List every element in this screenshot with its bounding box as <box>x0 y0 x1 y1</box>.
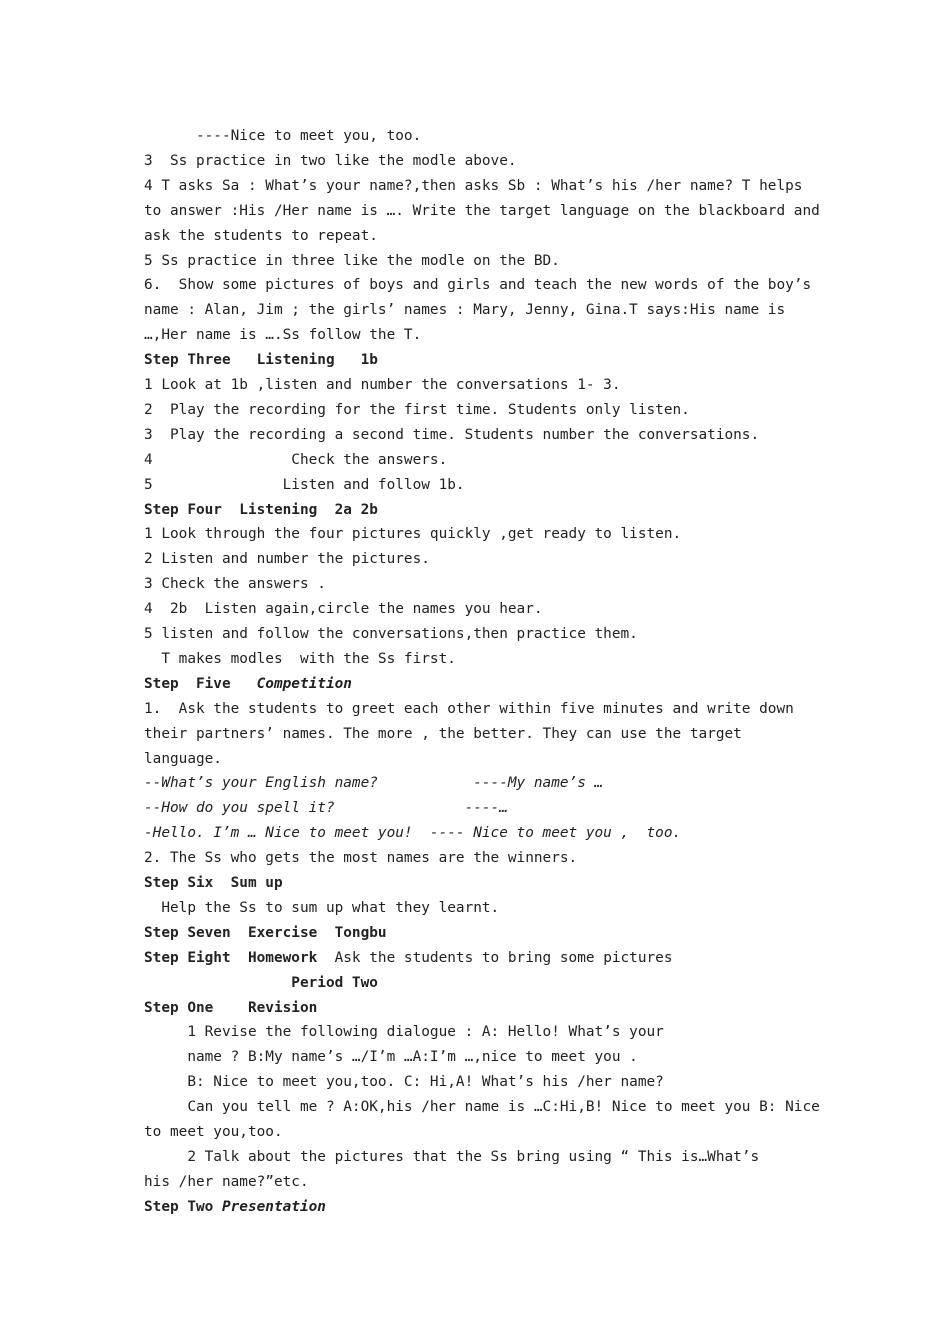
line-text: B: Nice to meet you,too. C: Hi,A! What’s his /her name? <box>144 1074 664 1091</box>
line-text: Step One Revision <box>144 999 318 1016</box>
text-line <box>144 1120 283 1145</box>
line-tail-text: Ask the students to bring some pictures <box>317 949 673 966</box>
text-line <box>144 771 603 796</box>
line-text: Step Five <box>144 675 257 692</box>
line-text: Help the Ss to sum up what they learnt. <box>144 899 500 916</box>
text-line <box>144 821 681 846</box>
text-line <box>144 572 326 597</box>
text-line <box>144 1020 664 1045</box>
text-line <box>144 597 543 622</box>
line-text: …,Her name is ….Ss follow the T. <box>144 327 422 344</box>
line-text: name : Alan, Jim ; the girls’ names : Mary, Jenny, Gina.T says:His name is <box>144 302 786 319</box>
line-text: name ? B:My name’s …/I’m …A:I’m …,nice to meet you . <box>144 1049 638 1066</box>
line-text: T makes modles with the Ss first. <box>144 650 456 667</box>
text-line <box>144 224 378 249</box>
line-text: to meet you,too. <box>144 1124 283 1140</box>
line-text: 3 Ss practice in two like the modle above. <box>144 152 517 169</box>
text-line <box>144 149 517 174</box>
line-text: 2 Listen and number the pictures. <box>144 551 430 568</box>
text-line <box>144 1145 759 1170</box>
line-text: Step Three Listening 1b <box>144 352 378 369</box>
line-text: 2 Talk about the pictures that the Ss bring using “ This is…What’s <box>144 1148 760 1165</box>
line-text: 5 Listen and follow 1b. <box>144 476 465 493</box>
line-text: to answer :His /Her name is …. Write the target language on the blackboard and <box>144 202 820 219</box>
line-text: his /her name?”etc. <box>144 1173 309 1190</box>
line-text: 4 Check the answers. <box>144 451 448 468</box>
text-line <box>144 846 577 871</box>
line-text: 2 Play the recording for the first time. Students only listen. <box>144 401 690 418</box>
line-text: -Hello. I’m … Nice to meet you! ---- Nice to meet you , too. <box>144 825 682 842</box>
text-line <box>144 249 560 274</box>
section-heading <box>144 498 378 523</box>
text-line <box>144 1045 638 1070</box>
line-text: Step Seven Exercise Tongbu <box>144 924 387 941</box>
line-text: ask the students to repeat. <box>144 227 378 244</box>
text-line <box>144 1070 664 1095</box>
section-heading <box>144 971 378 996</box>
line-text: 1 Look through the four pictures quickly ,get ready to listen. <box>144 526 682 543</box>
line-text: 4 2b Listen again,circle the names you hear. <box>144 601 543 618</box>
text-line <box>144 896 499 921</box>
line-text: their partners’ names. The more , the better. They can use the target <box>144 725 742 742</box>
text-line <box>144 373 621 398</box>
line-text: 6. Show some pictures of boys and girls and teach the new words of the boy’s <box>144 277 812 294</box>
line-text: Can you tell me ? A:OK,his /her name is …C:Hi,B! Nice to meet you B: Nice <box>144 1099 820 1116</box>
text-line <box>144 448 447 473</box>
text-line <box>144 547 430 572</box>
line-text: Step Two <box>144 1198 222 1215</box>
line-text: Period Two <box>144 974 378 991</box>
line-text: 5 listen and follow the conversations,then practice them. <box>144 626 638 642</box>
line-text: 1 Look at 1b ,listen and number the conversations 1- 3. <box>144 377 621 393</box>
section-heading <box>144 921 387 946</box>
line-text: --How do you spell it? ----… <box>144 800 508 817</box>
text-line <box>144 796 508 821</box>
section-heading <box>144 946 673 971</box>
text-line <box>144 174 802 199</box>
line-text: language. <box>144 750 222 767</box>
line-text: 5 Ss practice in three like the modle on the BD. <box>144 252 560 269</box>
line-text: 1 Revise the following dialogue : A: Hello! What’s your <box>144 1024 664 1041</box>
text-line <box>144 199 820 224</box>
section-heading <box>144 1195 326 1220</box>
section-heading <box>144 996 317 1021</box>
line-text: Step Four Listening 2a 2b <box>144 501 378 518</box>
text-line <box>144 747 222 772</box>
text-line <box>144 398 690 423</box>
line-text: --What’s your English name? ----My name’s … <box>144 775 604 792</box>
text-line <box>144 298 785 323</box>
line-text: ----Nice to meet you, too. <box>144 128 422 144</box>
text-line <box>144 273 811 298</box>
line-text: 2. The Ss who gets the most names are the winners. <box>144 850 578 867</box>
text-line <box>144 1095 820 1120</box>
text-line <box>144 697 794 722</box>
text-line <box>144 647 456 672</box>
text-line <box>144 423 759 448</box>
text-line <box>144 522 681 547</box>
line-text: 4 T asks Sa : What’s your name?,then asks Sb : What’s his /her name? T helps <box>144 177 803 194</box>
text-line <box>144 722 742 747</box>
section-heading <box>144 672 352 697</box>
text-line <box>144 323 421 348</box>
section-heading <box>144 348 378 373</box>
text-line <box>144 1170 309 1195</box>
text-line <box>144 622 638 647</box>
line-text: 3 Play the recording a second time. Students number the conversations. <box>144 426 760 443</box>
text-line <box>144 124 421 149</box>
line-text: 1. Ask the students to greet each other within five minutes and write down <box>144 700 794 717</box>
text-line <box>144 473 465 498</box>
section-heading <box>144 871 283 896</box>
line-text: Step Eight Homework <box>144 949 318 966</box>
line-tail-text: Competition <box>256 675 352 692</box>
line-text: Step Six Sum up <box>144 875 283 891</box>
line-text: 3 Check the answers . <box>144 576 326 593</box>
line-tail-text: Presentation <box>221 1198 326 1215</box>
